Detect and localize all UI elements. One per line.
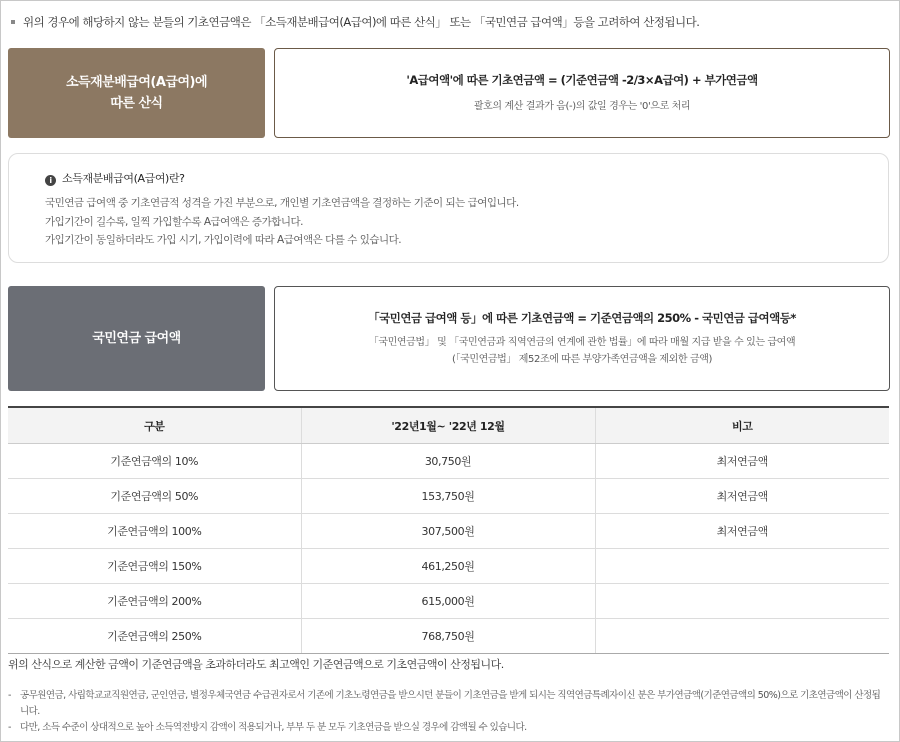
- info-lines: [45, 194, 519, 250]
- section-b-note-line1: 「국민연금법」 및 「국민연금과 직역연금의 연계에 관한 법률」에 따라 매월 지급 받을 수 있는 급여액: [368, 336, 796, 348]
- info-title: [45, 170, 185, 186]
- cell-amount: 768,750원: [301, 619, 595, 654]
- table-header-row: [8, 407, 889, 444]
- section-a-formula-box: [274, 48, 890, 138]
- cell-amount: 307,500원: [301, 514, 595, 549]
- cell-amount: 30,750원: [301, 444, 595, 479]
- header-category: 구분: [8, 407, 301, 444]
- info-line: 가입기간이 동일하더라도 가입 시기, 가입이력에 따라 A급여액은 다를 수 있습니다.: [45, 234, 402, 246]
- section-a-label-line1: 소득재분배급여(A급여)에: [65, 75, 208, 90]
- section-b-label-text: 국민연금 급여액: [92, 331, 181, 346]
- info-line: 가입기간이 길수록, 일찍 가입할수록 A급여액은 증가합니다.: [45, 215, 303, 228]
- section-b-note-line2: (「국민연금법」 제52조에 따른 부양가족연금액을 제외한 금액): [451, 353, 712, 365]
- section-a-label: [8, 48, 265, 138]
- cell-category: 기준연금액의 200%: [8, 584, 301, 619]
- section-b-label: [8, 286, 265, 391]
- section-a-label-line2: 따른 산식: [110, 96, 163, 111]
- cell-remark: 최저연금액: [595, 444, 889, 479]
- footer-text: 위의 산식으로 계산한 금액이 기준연금액을 초과하더라도 최고액인 기준연금액으로 기초연금액이 산정됩니다.: [8, 658, 504, 671]
- section-a-formula: 'A급여액'에 따른 기초연금액 = (기준연금액 -2/3×A급여) + 부가연금액: [406, 72, 758, 87]
- info-icon: i: [45, 175, 56, 186]
- intro-text-content: 위의 경우에 해당하지 않는 분들의 기초연금액은 「소득재분배급여(A급여)에 따른 산식」 또는 「국민연금 급여액」등을 고려하여 산정됩니다.: [23, 15, 700, 29]
- cell-remark: [595, 619, 889, 654]
- table-row: [8, 619, 889, 654]
- cell-category: 기준연금액의 250%: [8, 619, 301, 654]
- bullet-icon: [11, 20, 15, 24]
- cell-category: 기준연금액의 150%: [8, 549, 301, 584]
- table-row: [8, 444, 889, 479]
- cell-amount: 153,750원: [301, 479, 595, 514]
- list-item: - 공무원연금, 사립학교교직원연금, 군인연금, 별정우체국연금 수급권자로서 기존에 기초노령연금을 받으시던 분들이 기초연금을 받게 되시는 직역연금특례자이신 분은 부가연금액(기준연금액의 50%)으로 기초연금액이 산정됩니다.: [8, 688, 888, 720]
- table-row: [8, 549, 889, 584]
- cell-amount: 615,000원: [301, 584, 595, 619]
- info-box: [8, 153, 889, 263]
- header-period: '22년1월~ '22년 12월: [301, 407, 595, 444]
- table-row: [8, 584, 889, 619]
- pension-amount-table: [8, 406, 889, 654]
- header-remarks: 비고: [595, 407, 889, 444]
- cell-remark: [595, 584, 889, 619]
- table-row: [8, 479, 889, 514]
- cell-remark: 최저연금액: [595, 514, 889, 549]
- info-line: 국민연금 급여액 중 기초연금적 성격을 가진 부분으로, 개인별 기초연금액을 결정하는 기준이 되는 급여입니다.: [45, 197, 519, 209]
- cell-category: 기준연금액의 50%: [8, 479, 301, 514]
- cell-remark: [595, 549, 889, 584]
- cell-category: 기준연금액의 100%: [8, 514, 301, 549]
- section-b-formula-box: [274, 286, 890, 391]
- cell-amount: 461,250원: [301, 549, 595, 584]
- section-b-formula: 「국민연금 급여액 등」에 따른 기초연금액 = 기준연금액의 250% - 국민연금 급여액등*: [368, 310, 796, 325]
- section-b-note: [369, 334, 795, 368]
- table-row: [8, 514, 889, 549]
- intro-text: [9, 14, 699, 30]
- info-title-text: 소득재분배급여(A급여)란?: [62, 172, 185, 185]
- cell-remark: 최저연금액: [595, 479, 889, 514]
- notes-list: [8, 688, 888, 736]
- cell-category: 기준연금액의 10%: [8, 444, 301, 479]
- list-item: - 다만, 소득 수준이 상대적으로 높아 소득역전방지 감액이 적용되거나, 부부 두 분 모두 기초연금을 받으실 경우에 감액될 수 있습니다.: [8, 720, 888, 736]
- section-a-note: 괄호의 계산 결과가 음(-)의 값일 경우는 '0'으로 처리: [473, 100, 691, 112]
